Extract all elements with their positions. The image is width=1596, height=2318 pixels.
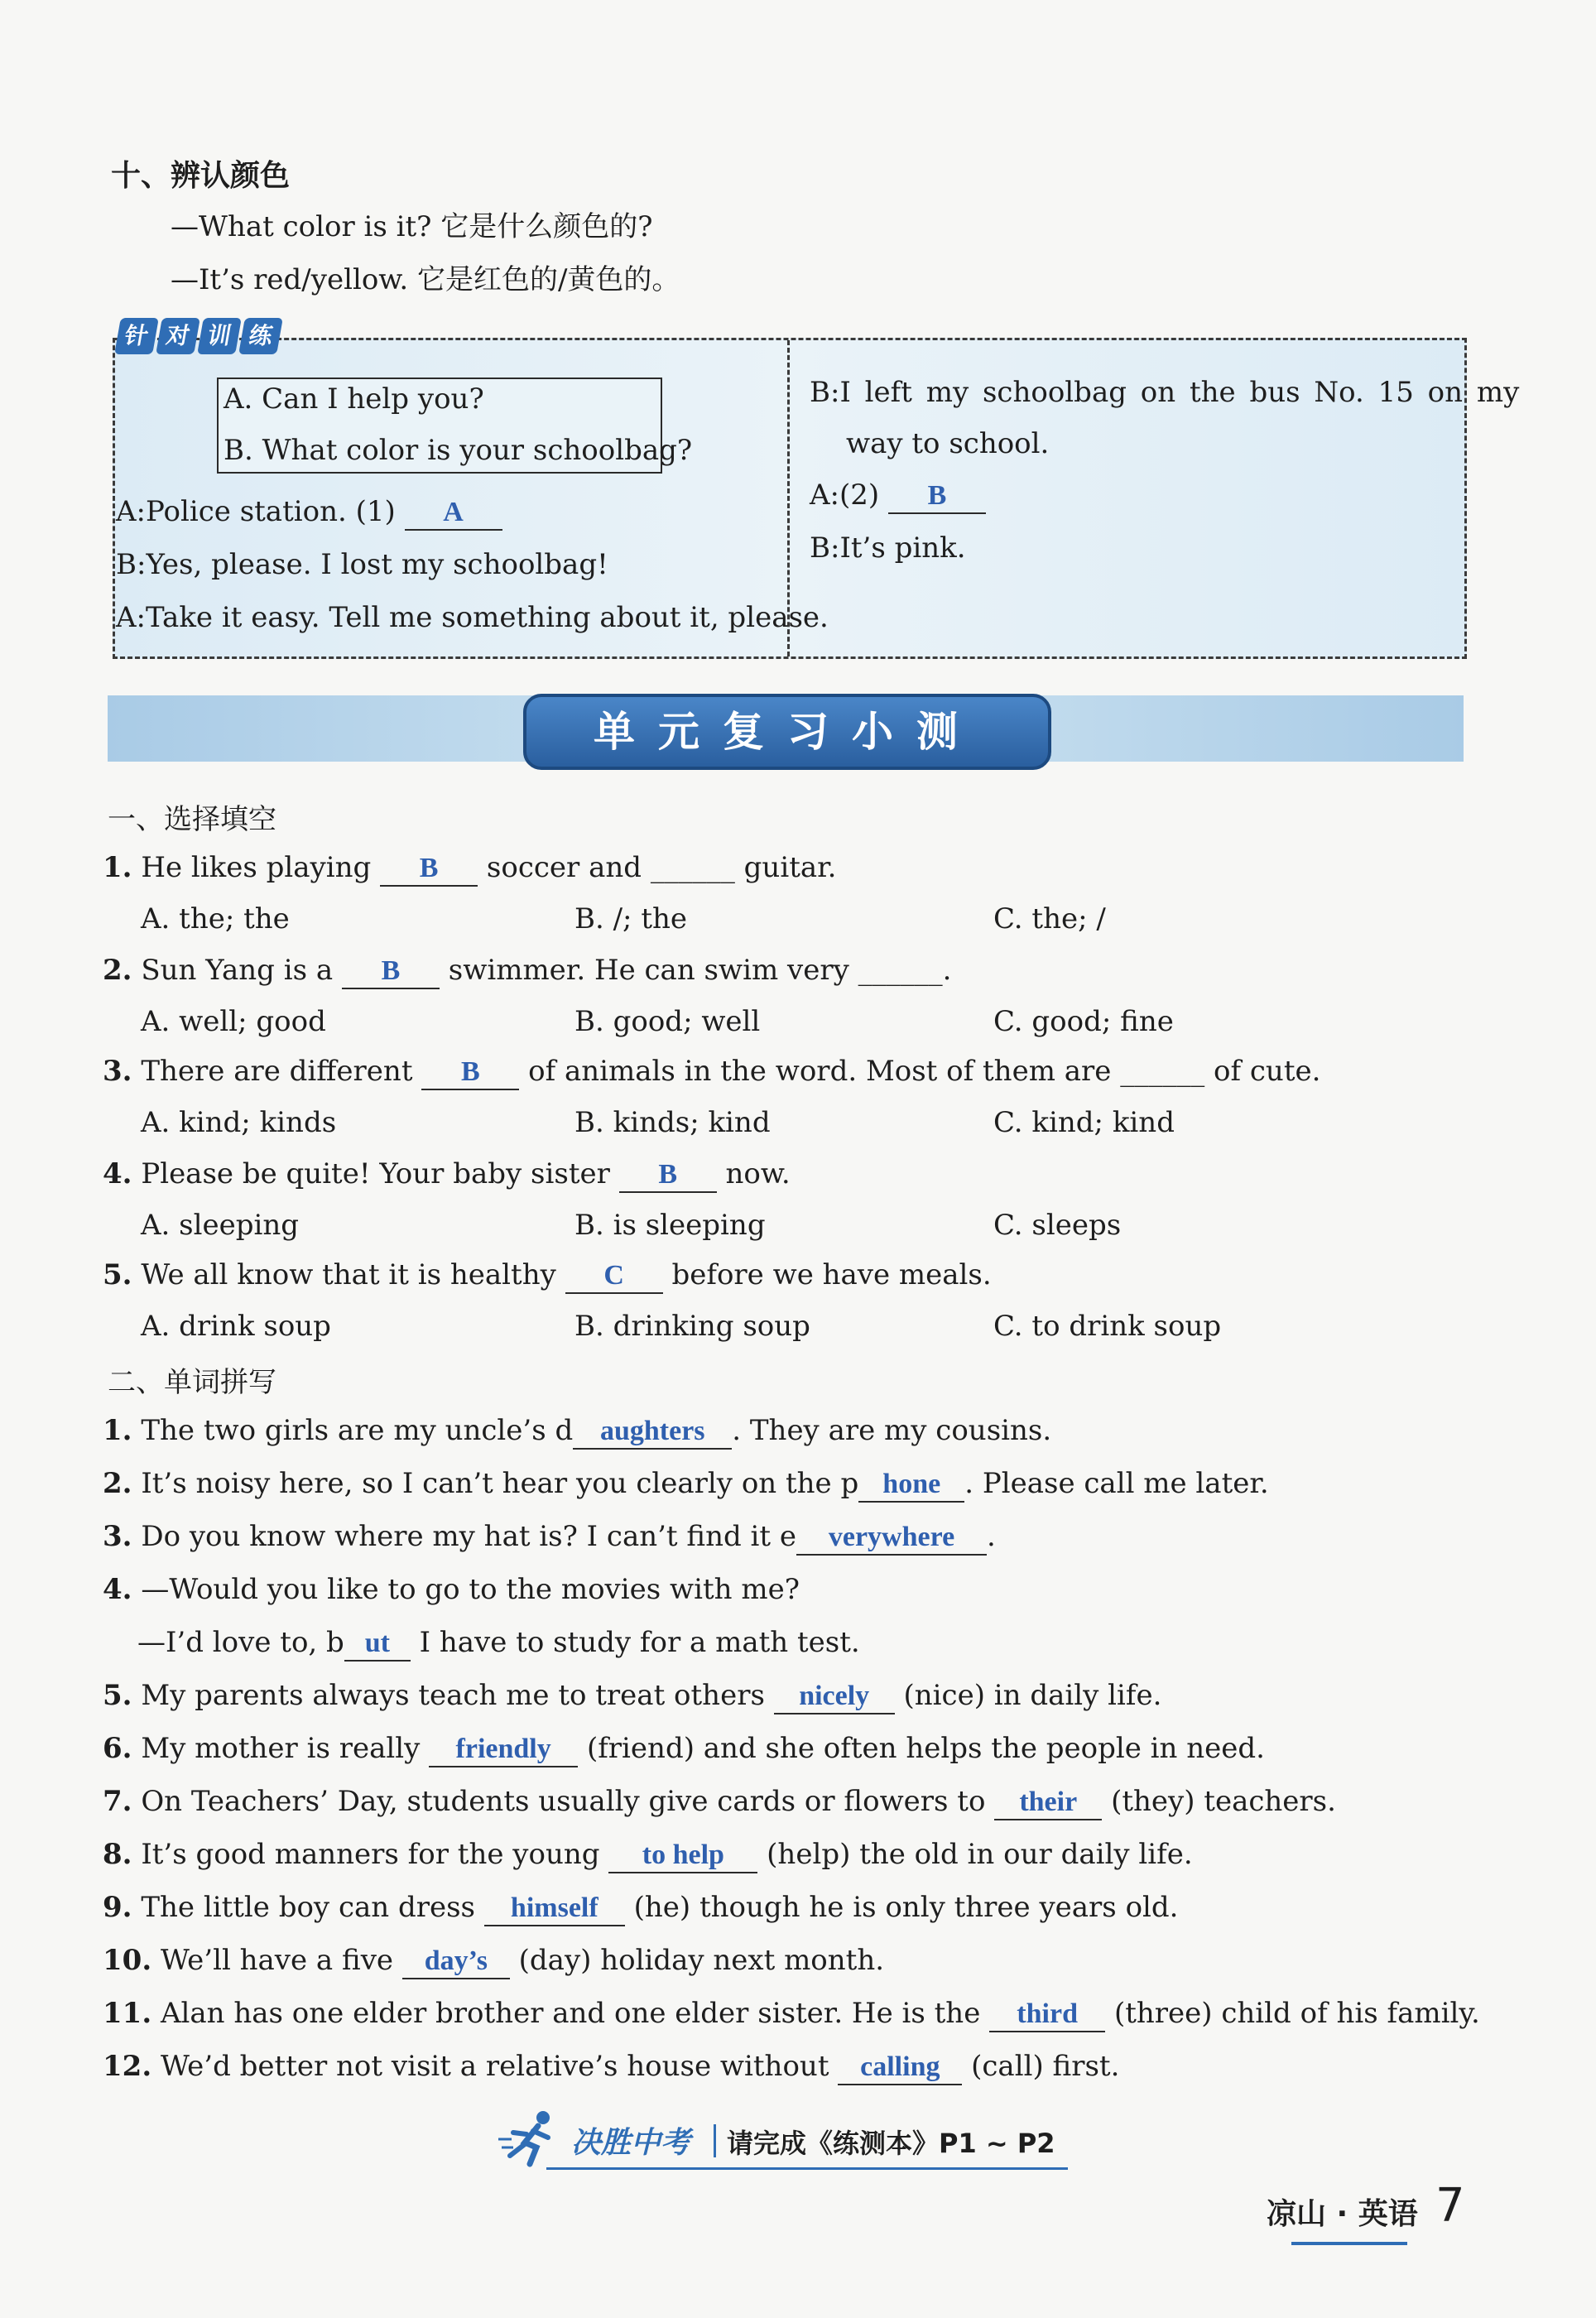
answer-blank[interactable]: A: [405, 496, 502, 531]
tag-char: 对: [156, 318, 200, 354]
option: C. the; /: [993, 902, 1106, 935]
practice-tag: [118, 318, 280, 354]
tag-char: 练: [238, 318, 283, 354]
section-10-line-2: —It’s red/yellow. 它是红色的/黄色的。: [171, 263, 680, 296]
dialogue-right-3: A:(2) B: [810, 477, 986, 514]
option: B. drinking soup: [574, 1310, 810, 1343]
spelling-1: 1. The two girls are my uncle’s d aughters . They are my cousins.: [103, 1412, 1051, 1450]
answer-blank[interactable]: verywhere: [796, 1521, 987, 1556]
spelling-11: 11. Alan has one elder brother and one elder sister. He is the third (three) child of his family.: [103, 1995, 1480, 2032]
answer-blank[interactable]: to help: [608, 1839, 757, 1873]
option-a: A. Can I help you?: [224, 382, 484, 416]
page-tag-underline: [1291, 2242, 1407, 2245]
spelling-5: 5. My parents always teach me to treat others nicely (nice) in daily life.: [103, 1677, 1161, 1714]
option: A. sleeping: [141, 1209, 300, 1242]
answer-blank[interactable]: day’s: [402, 1945, 510, 1979]
option: C. good; fine: [993, 1005, 1174, 1038]
spelling-4-reply: —I’d love to, b ut I have to study for a math test.: [137, 1624, 860, 1662]
runner-icon: [497, 2109, 563, 2167]
answer-blank[interactable]: aughters: [573, 1415, 732, 1450]
answer-blank[interactable]: B: [342, 955, 440, 989]
question-4: 4. Please be quite! Your baby sister B now.: [103, 1156, 791, 1193]
footer-instruction: 请完成《练测本》P1 ~ P2: [727, 2128, 1055, 2159]
footer-logo: 决胜中考: [571, 2126, 691, 2160]
spelling-2: 2. It’s noisy here, so I can’t hear you clearly on the p hone . Please call me later.: [103, 1465, 1269, 1503]
answer-blank[interactable]: B: [888, 479, 986, 514]
spelling-6: 6. My mother is really friendly (friend) and she often helps the people in need.: [103, 1730, 1265, 1767]
tag-char: 训: [197, 318, 242, 354]
option-b: B. What color is your schoolbag?: [224, 434, 693, 467]
option: A. well; good: [141, 1005, 326, 1038]
option: B. kinds; kind: [574, 1106, 771, 1139]
section-10-line-1: —What color is it? 它是什么颜色的?: [171, 210, 653, 243]
answer-blank[interactable]: B: [619, 1158, 717, 1193]
option: C. sleeps: [993, 1209, 1122, 1242]
answer-blank[interactable]: third: [989, 1998, 1105, 2032]
option: B. good; well: [574, 1005, 761, 1038]
answer-blank[interactable]: calling: [838, 2051, 962, 2085]
page-number: 7: [1435, 2179, 1465, 2233]
answer-blank[interactable]: B: [380, 852, 478, 887]
spelling-10: 10. We’ll have a five day’s (day) holiday next month.: [103, 1942, 884, 1979]
option: A. kind; kinds: [141, 1106, 337, 1139]
option: B. /; the: [574, 902, 687, 935]
dialogue-left-1: A:Police station. (1) A: [116, 493, 502, 531]
answer-blank[interactable]: himself: [484, 1892, 625, 1926]
question-3: 3. There are different B of animals in the word. Most of them are ______ of cute.: [103, 1053, 1320, 1090]
dialogue-right-2: way to school.: [846, 427, 1050, 460]
question-1: 1. He likes playing B soccer and ______ guitar.: [103, 849, 836, 887]
answer-blank[interactable]: their: [994, 1786, 1102, 1820]
answer-blank[interactable]: ut: [344, 1627, 411, 1662]
spelling-9: 9. The little boy can dress himself (he) though he is only three years old.: [103, 1889, 1178, 1926]
question-2: 2. Sun Yang is a B swimmer. He can swim very ______.: [103, 952, 951, 989]
option: C. to drink soup: [993, 1310, 1222, 1343]
question-5: 5. We all know that it is healthy C before we have meals.: [103, 1257, 992, 1294]
answer-blank[interactable]: nicely: [774, 1680, 895, 1714]
footer-separator: [714, 2124, 716, 2157]
spelling-4: 4. —Would you like to go to the movies with me?: [103, 1573, 800, 1606]
option: A. drink soup: [141, 1310, 331, 1343]
section-10-title: 十、辨认颜色: [111, 159, 291, 193]
answer-blank[interactable]: friendly: [429, 1733, 578, 1767]
spelling-8: 8. It’s good manners for the young to help (help) the old in our daily life.: [103, 1836, 1193, 1873]
tag-char: 针: [114, 318, 159, 354]
dialogue-left-2: B:Yes, please. I lost my schoolbag!: [116, 548, 608, 581]
unit-review-banner: 单元复习小测: [523, 694, 1051, 770]
option: A. the; the: [141, 902, 290, 935]
answer-blank[interactable]: B: [421, 1056, 519, 1090]
footer-underline: [546, 2167, 1068, 2170]
answer-blank[interactable]: hone: [858, 1468, 964, 1503]
answer-blank[interactable]: C: [565, 1259, 663, 1294]
dialogue-right-1: B:I left my schoolbag on the bus No. 15 on my: [810, 376, 1520, 409]
page-tag: 凉山 · 英语: [1267, 2197, 1418, 2231]
spelling-7: 7. On Teachers’ Day, students usually give cards or flowers to their (they) teachers.: [103, 1783, 1336, 1820]
part-2-title: 二、单词拼写: [108, 1366, 276, 1399]
spelling-12: 12. We’d better not visit a relative’s house without calling (call) first.: [103, 2048, 1119, 2085]
dialogue-left-3: A:Take it easy. Tell me something about it, please.: [116, 601, 829, 634]
dialogue-right-4: B:It’s pink.: [810, 531, 966, 565]
spelling-3: 3. Do you know where my hat is? I can’t find it e verywhere .: [103, 1518, 996, 1556]
part-1-title: 一、选择填空: [108, 803, 276, 836]
option: C. kind; kind: [993, 1106, 1175, 1139]
option: B. is sleeping: [574, 1209, 766, 1242]
